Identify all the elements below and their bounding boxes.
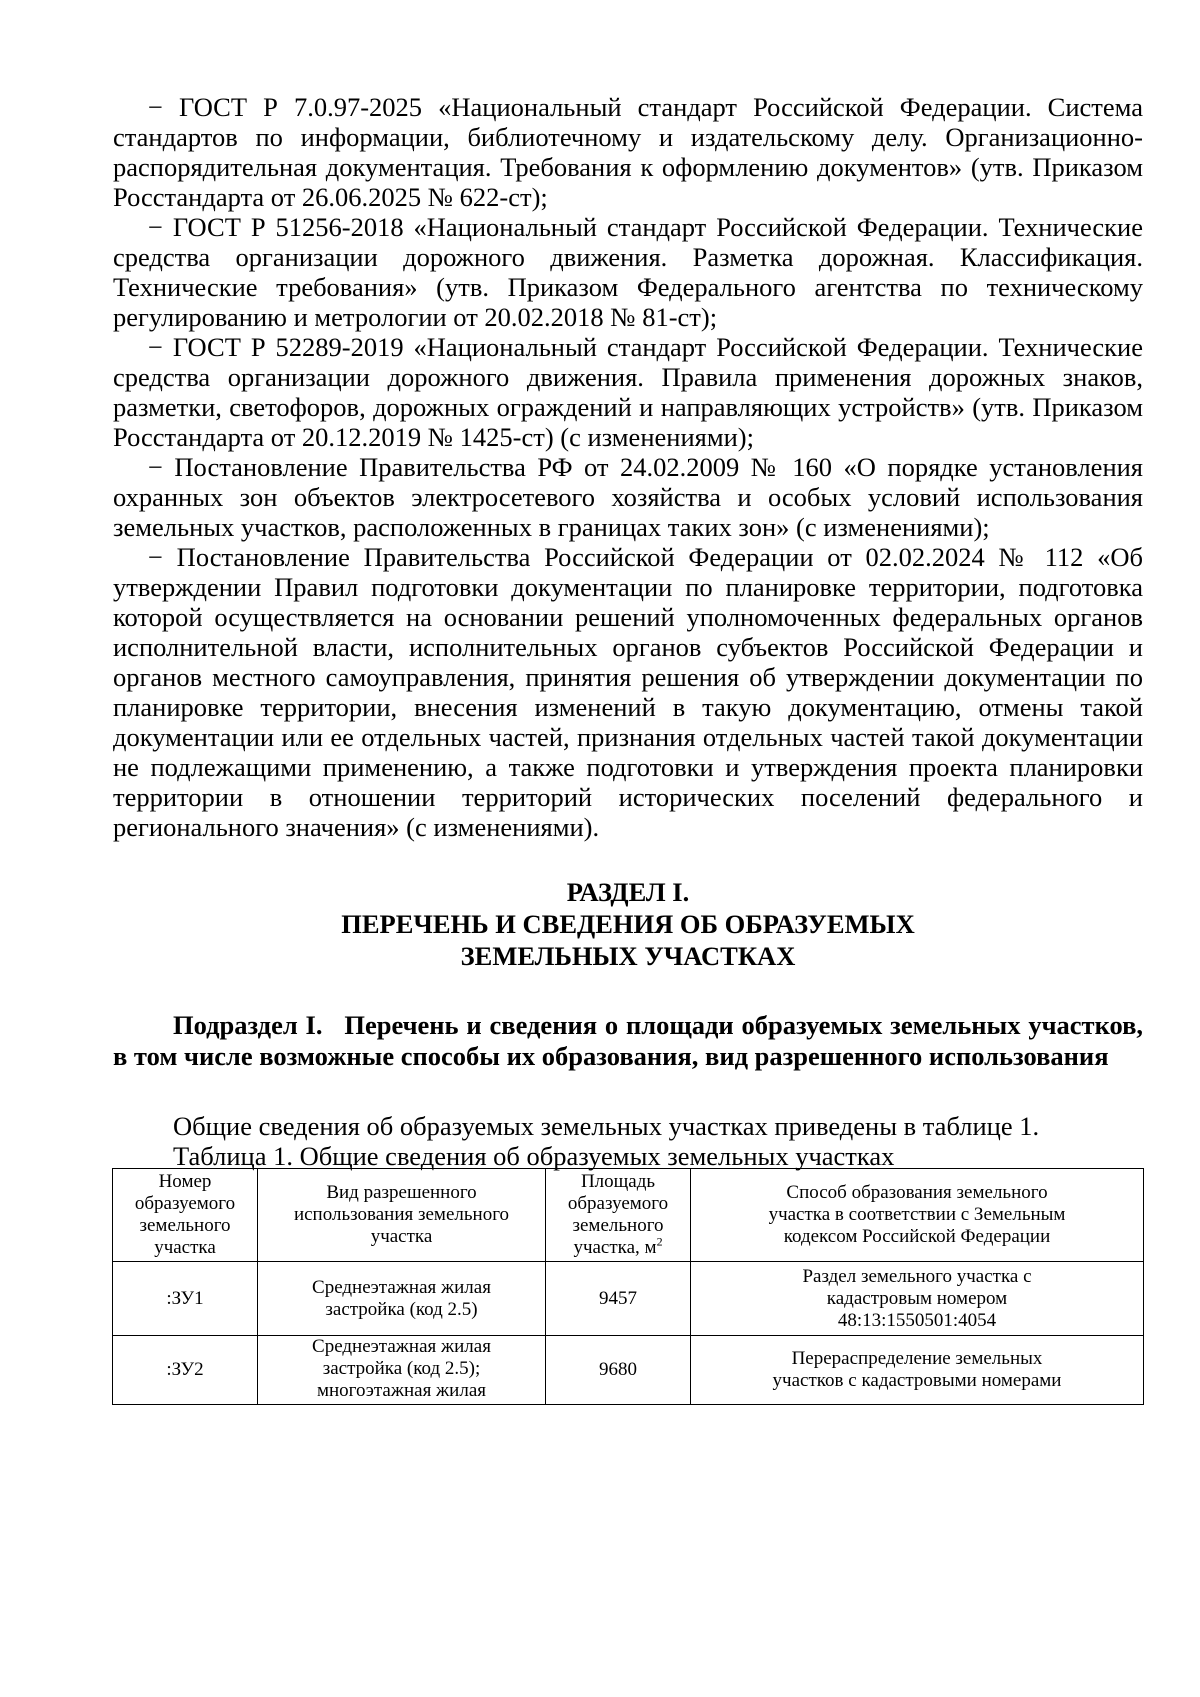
header-formation-method <box>691 1169 1144 1262</box>
list-item: − ГОСТ Р 52289-2019 «Национальный стандарт Российской Федерации. Технические средства организации дорожного движения. Правила применения дорожных знаков, разметки, светофоров, дорожных ограждений и направляющих устройств» (утв. Приказом Росстандарта от 20.12.2019 № 1425-ст) (с изменениями); <box>113 332 1143 452</box>
section-title-line: ПЕРЕЧЕНЬ И СВЕДЕНИЯ ОБ ОБРАЗУЕМЫХ <box>341 909 915 939</box>
subsection-label: Подраздел I. <box>173 1010 323 1040</box>
cell-line: Раздел земельного участка с <box>802 1265 1032 1287</box>
header-line: использования земельного <box>293 1204 510 1225</box>
intro-paragraph: Общие сведения об образуемых земельных участках приведены в таблице 1. <box>173 1111 1040 1141</box>
header-line: Способ образования земельного <box>786 1182 1048 1203</box>
header-line: земельного <box>572 1215 664 1236</box>
subsection-heading <box>113 1010 1143 1072</box>
header-line: участка <box>154 1237 216 1258</box>
header-area <box>546 1169 691 1262</box>
list-item: − Постановление Правительства Российской Федерации от 02.02.2024 № 112 «Об утверждении Правил подготовки документации по планировке территории, подготовка которой осуществляется на основании решений уполномоченных федеральных органов исполнительной власти, исполнительных органов субъектов Российской Федерации и органов местного самоуправления, принятия решения об утверждении документации по планировке территории, внесения изменений в такую документацию, отмены такой документации или ее отдельных частей, признания отдельных частей такой документации не подлежащими применению, а также подготовки и утверждения проекта планировки территории в отношении территорий исторических поселений федерального и регионального значения» (с изменениями). <box>113 542 1143 842</box>
document-page <box>113 92 1143 1405</box>
table-caption: Таблица 1. Общие сведения об образуемых земельных участках <box>173 1141 895 1171</box>
cell-line: Среднеэтажная жилая <box>312 1336 491 1357</box>
header-line: земельного <box>139 1215 231 1236</box>
cell-line: многоэтажная жилая <box>316 1380 487 1401</box>
list-item: − ГОСТ Р 7.0.97-2025 «Национальный стандарт Российской Федерации. Система стандартов по информации, библиотечному и издательскому делу. Организационно-распорядительная документация. Требования к оформлению документов» (утв. Приказом Росстандарта от 26.06.2025 № 622-ст); <box>113 92 1143 212</box>
subsection-title: Перечень и сведения о площади образуемых земельных участков, в том числе возможные способы их образования, вид разрешенного использования <box>113 1010 1144 1071</box>
section-number: РАЗДЕЛ I. <box>566 877 690 907</box>
header-line: образуемого <box>567 1193 669 1214</box>
list-item: − Постановление Правительства РФ от 24.02.2009 № 160 «О порядке установления охранных зон объектов электросетевого хозяйства и особых условий использования земельных участков, расположенных в границах таких зон» (с изменениями); <box>113 452 1143 542</box>
header-line: Площадь <box>580 1171 656 1192</box>
list-item: − ГОСТ Р 51256-2018 «Национальный стандарт Российской Федерации. Технические средства организации дорожного движения. Разметка дорожная. Классификация. Технические требования» (утв. Приказом Федерального агентства по техническому регулированию и метрологии от 20.02.2018 № 81-ст); <box>113 212 1143 332</box>
cell-plot-number: :ЗУ1 <box>113 1262 258 1336</box>
header-permitted-use <box>258 1169 546 1262</box>
header-line: Вид разрешенного <box>326 1182 477 1203</box>
cell-area: 9680 <box>546 1336 691 1405</box>
cell-line: кадастровым номером <box>826 1287 1008 1309</box>
section-heading <box>113 876 1143 972</box>
cell-line: участков с кадастровыми номерами <box>772 1370 1062 1391</box>
header-area-unit: участка, м <box>573 1237 657 1258</box>
cell-permitted-use <box>258 1262 546 1336</box>
cell-line: 48:13:1550501:4054 <box>837 1309 997 1331</box>
header-line <box>550 1234 686 1259</box>
header-line: участка в соответствии с Земельным <box>768 1204 1066 1225</box>
table-row <box>113 1262 1144 1336</box>
cell-line: застройка (код 2.5) <box>325 1298 478 1320</box>
cell-plot-number: :ЗУ2 <box>113 1336 258 1405</box>
cell-formation-method <box>691 1336 1144 1405</box>
cell-area: 9457 <box>546 1262 691 1336</box>
land-plots-table <box>112 1168 1144 1405</box>
table-header-row <box>113 1169 1144 1262</box>
section-title-line: ЗЕМЕЛЬНЫХ УЧАСТКАХ <box>460 941 796 971</box>
cell-permitted-use <box>258 1336 546 1405</box>
header-line: образуемого <box>134 1193 236 1214</box>
header-line: участка <box>370 1226 433 1247</box>
header-line: кодексом Российской Федерации <box>783 1226 1051 1247</box>
table-row <box>113 1336 1144 1405</box>
cell-line: застройка (код 2.5); <box>322 1358 481 1379</box>
cell-formation-method <box>691 1262 1144 1336</box>
cell-line: Среднеэтажная жилая <box>312 1276 491 1298</box>
header-plot-number <box>113 1169 258 1262</box>
header-area-sup: 2 <box>656 1234 663 1249</box>
regulations-list <box>113 92 1143 842</box>
cell-line: Перераспределение земельных <box>791 1348 1043 1369</box>
header-line: Номер <box>158 1171 212 1192</box>
